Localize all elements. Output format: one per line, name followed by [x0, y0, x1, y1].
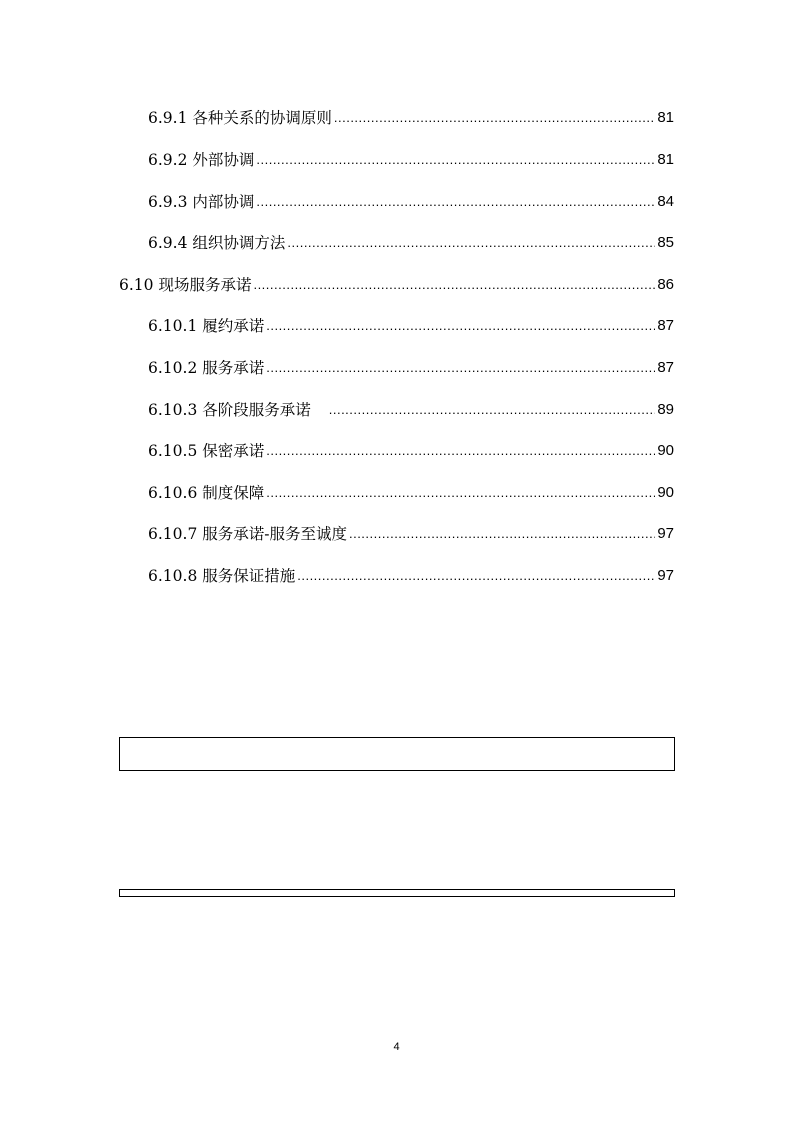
thin-text-frame — [119, 889, 675, 897]
toc-entry-page: 89 — [657, 401, 674, 418]
toc-entry[interactable] — [148, 104, 674, 128]
toc-leader-dots — [349, 527, 655, 541]
toc-entry-page: 84 — [657, 193, 674, 210]
toc-leader-dots — [266, 486, 655, 500]
toc-entry[interactable] — [148, 520, 674, 544]
toc-leader-dots — [256, 195, 655, 209]
toc-leader-dots — [256, 153, 655, 167]
toc-entry[interactable] — [148, 312, 674, 336]
toc-entry-page: 97 — [657, 525, 674, 542]
toc-entry[interactable] — [148, 479, 674, 503]
toc-entry[interactable] — [119, 271, 674, 295]
toc-entry[interactable] — [148, 354, 674, 378]
toc-leader-dots — [297, 569, 655, 583]
toc-entry-label: 6.9.1 各种关系的协调原则 — [148, 109, 332, 127]
page-number: 4 — [393, 1041, 400, 1053]
toc-entry[interactable] — [148, 146, 674, 170]
toc-entry-page: 85 — [657, 234, 674, 251]
toc-entry[interactable] — [148, 229, 674, 253]
toc-leader-dots — [287, 236, 655, 250]
empty-text-frame — [119, 737, 675, 771]
toc-leader-dots — [253, 278, 655, 292]
toc-entry-label: 6.10.3 各阶段服务承诺 — [148, 401, 311, 419]
toc-entry[interactable] — [148, 396, 674, 420]
toc-entry[interactable] — [148, 562, 674, 586]
toc-entry-page: 86 — [657, 276, 674, 293]
toc-entry-label: 6.9.3 内部协调 — [148, 193, 255, 211]
toc-leader-dots — [266, 361, 655, 375]
toc-leader-dots — [266, 319, 655, 333]
toc-leader-dots — [329, 403, 656, 417]
toc-entry-label: 6.10.2 服务承诺 — [148, 359, 265, 377]
toc-entry-page: 87 — [657, 317, 674, 334]
toc-entry[interactable] — [148, 437, 674, 461]
toc-entry-page: 81 — [657, 109, 674, 126]
toc-entry-page: 81 — [657, 151, 674, 168]
toc-entry-label: 6.10.7 服务承诺-服务至诚度 — [148, 525, 347, 543]
toc-entry-label: 6.10 现场服务承诺 — [119, 276, 252, 294]
toc-entry-label: 6.9.4 组织协调方法 — [148, 234, 286, 252]
toc-entry-label: 6.9.2 外部协调 — [148, 151, 255, 169]
toc-leader-dots — [334, 111, 655, 125]
toc-leader-dots — [266, 444, 655, 458]
toc-entry-page: 87 — [657, 359, 674, 376]
toc-entry-label: 6.10.1 履约承诺 — [148, 317, 265, 335]
toc-entry-label: 6.10.5 保密承诺 — [148, 442, 265, 460]
toc-entry-page: 97 — [657, 567, 674, 584]
toc-entry-label: 6.10.8 服务保证措施 — [148, 567, 296, 585]
toc-entry-page: 90 — [657, 484, 674, 501]
toc-entry[interactable] — [148, 188, 674, 212]
toc-entry-label: 6.10.6 制度保障 — [148, 484, 265, 502]
toc-entry-page: 90 — [657, 442, 674, 459]
